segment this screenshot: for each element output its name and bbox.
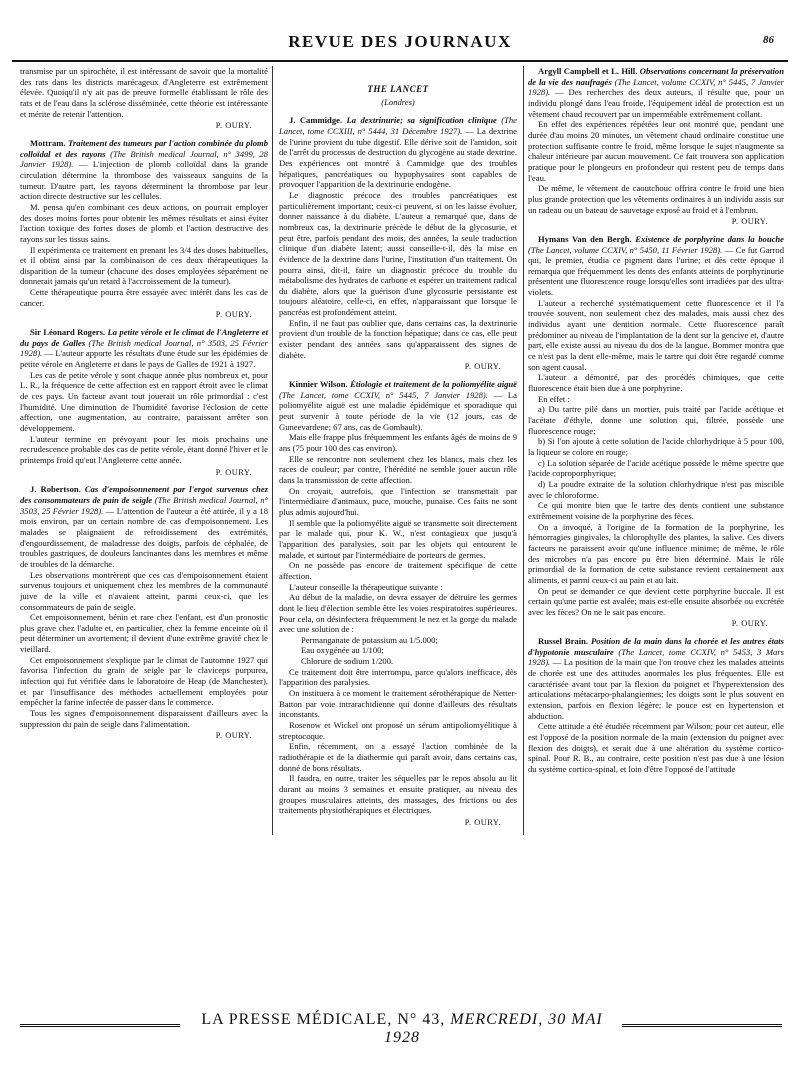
- article-text: — La dextrine de l'urine provient du tube digestif. Elle dérive soit de l'amidon, soit de l'arrêt du processus de destruction du glycogène au stade dextrine. Des expériences ont montré à Cammidge que des troubles hépatiques, pancréatiques ou hypophysaires sont capables de provoquer l'apparition de la dextrinurie endogène.: [279, 125, 517, 190]
- article-title: Cas d'empoisonnement par l'ergot survenus chez des consommateurs de pain de seigle: [20, 484, 268, 505]
- article-paragraph: Cette thérapeutique pourra être essayée avec intérêt dans les cas de cancer.: [20, 287, 268, 308]
- article-reference: (The Lancet, volume CCXIV, n° 5445, 7 Janvier 1928).: [528, 76, 784, 98]
- section-title: THE LANCET: [367, 84, 429, 94]
- formula-line: Permanganate de potassium au 1/5.000;: [301, 634, 438, 645]
- article-title: Étiologie et traitement de la poliomyélite aiguë: [350, 379, 517, 390]
- article-paragraph: On ne possède pas encore de traitement spécifique de cette affection.: [279, 560, 517, 581]
- article-reference: (The Lancet, tome CCXIII, n° 5444, 31 Décembre 1927).: [279, 115, 517, 136]
- page-title: REVUE DES JOURNAUX: [288, 32, 512, 51]
- article-heading: [528, 66, 784, 119]
- list-item: c) La solution séparée de l'acide acétique possède le même spectre que l'acide coproporphyrique;: [528, 457, 784, 479]
- article-text: — Ce fut Garrod qui, le premier, étudia ce pigment dans l'urine; et dès cette époque il remarqua que fréquemment les dents des enfants atteints de porphyrinurie présentent une fluorescence rouge lorsqu'elles sont irradiées par des ultra-violets.: [528, 244, 784, 298]
- article-heading: [20, 484, 268, 569]
- article-signature: P. OURY.: [464, 817, 501, 827]
- article-reference: (The Lancet, tome CCXIV, n° 5445, 7 Janvier 1928).: [279, 389, 488, 400]
- article-paragraph: On peut se demander ce que devient cette porphyrine buccale. Il est certain qu'une partie est avalée; mais est-elle ensuite absorbée ou excrétée avec les fèces? On ne le sait pas encore.: [528, 585, 784, 617]
- article-reference: (The British medical Journal, n° 3503, 25 Février 1928).: [20, 494, 268, 516]
- article-robertson: [20, 484, 268, 742]
- article-heading: [20, 327, 268, 370]
- article-title: Observations concernant la préservation de la vie des naufragés: [528, 66, 784, 87]
- column-right: [528, 66, 784, 775]
- footer-journal: LA PRESSE MÉDICALE, N° 43,: [201, 1011, 446, 1028]
- article-text: — L'injection de plomb colloïdal dans la grande circulation détermine la thrombose des vaisseaux sanguins de la tumeur. D'autre part, les rayons déterminent la thrombose par leur action directe destructive sur les cellules.: [20, 159, 268, 202]
- article-paragraph: Rosenow et Wickel ont proposé un sérum antipoliomyélitique à streptocoque.: [279, 720, 517, 741]
- article-author: Argyll Campbell et L. Hill.: [538, 66, 638, 76]
- article-signature: P. OURY.: [731, 217, 768, 227]
- article-paragraph: Ce qui montre bien que le tartre des dents contient une substance extrêmement voisine de la porphyrine des fèces.: [528, 500, 784, 521]
- article-paragraph: On croyait, autrefois, que l'infection se transmettait par l'intermédiaire d'animaux, puce, mouche, punaise. Ces faits ne sont plus admis aujourd'hui.: [279, 485, 517, 517]
- footer-rule-left: [20, 1024, 180, 1027]
- article-text: — La poliomyélite aiguë est une maladie épidémique et sporadique qui peut survenir à toute période de la vie (12 jours, cas de Guneevardene; 67 ans, cas de Gombault).: [279, 389, 517, 432]
- article-paragraph: En effet des expériences répétées leur ont montré que, pendant une durée d'au moins 20 minutes, un vêtement chaud ordinaire constitue une protection suffisante contre le froid, même lorsque le sujet n'augmente sa chaleur intérieure par aucun mouvement. Ce fait trouvera son application pratique pour le plongeurs en profondeur qui restent peu de temps dans l'eau.: [528, 119, 784, 183]
- article-mottram: [20, 138, 268, 321]
- article-author: Mottram.: [30, 137, 66, 148]
- article-paragraph: De même, le vêtement de caoutchouc offrira contre le froid une bien plus grande protection que les vêtements ordinaires à un individu assis sur un radeau ou un bateau de sauvetage exposé au froid et à l'embrun.: [528, 183, 784, 215]
- article-author: Russel Brain.: [538, 636, 589, 647]
- article-paragraph: L'auteur a recherché systématiquement cette fluorescence et il l'a trouvée souvent, non seulement chez des malades, mais aussi chez des individus ayant une dentition normale. Cette fluorescence paraît prédominer au niveau de l'implantation de la dent sur la gencive et, d'autre part, elle existe aussi au niveau du dos de la langue. Bommer montra que ce n'est pas la dent elle-même, mais le tartre qui doit être regardé comme son agent causal.: [528, 297, 784, 372]
- article-reference: (The Lancet, tome CCXIV, n° 5453, 3 Mars 1928).: [528, 646, 784, 668]
- article-heading: [528, 234, 784, 298]
- article-paragraph: Elle se rencontre non seulement chez les blancs, mais chez les races de couleur; par contre, l'hérédité ne semble jouer aucun rôle dans la transmission de cette affection.: [279, 453, 517, 485]
- article-signature: P. OURY.: [731, 619, 768, 629]
- article-author: J. Robertson.: [30, 484, 81, 495]
- article-brain: [528, 636, 784, 775]
- article-paragraph: L'auteur termine en prévoyant pour les mois prochains une recrudescence probable des cas de petite vérole, étant donné l'hiver et le printemps froid qu'eut l'Angleterre cette année.: [20, 433, 268, 465]
- article-paragraph: Il faudra, en outre, traiter les séquelles par le repos absolu au lit durant au moins 3 semaines et ensuite pratiquer, au niveau des groupes musculaires atteints, des massages, des frictions ou des traitements physiothérapiques et électriques.: [279, 773, 517, 816]
- section-subtitle: (Londres): [381, 96, 415, 107]
- article-rogers: [20, 327, 268, 478]
- article-title: La dextrinurie; sa signification clinique: [346, 115, 497, 126]
- article-paragraph: Les cas de petite vérole y sont chaque année plus nombreux et, pour L. R., la fréquence de cette affection est en rapport étroit avec le climat de ces pays. Un facteur avant tout jouerait un rôle primordial : c'est l'humidité. Une diminution de l'humidité favorise l'éclosion de cette affection, une augmentation, au contraire, paraissant arrêter son développement.: [20, 369, 268, 433]
- page-footer: [190, 1011, 614, 1047]
- article-van-den-bergh: [528, 234, 784, 630]
- article-paragraph: Cet empoisonnement s'explique par le climat de l'automne 1927 qui favorisa l'infection du grain de seigle par le claviceps purpurea, infection qui fut vérifiée dans le laboratoire de Heap (de Manchester), et par l'insuffisance des méthodes actuellement employées pour empêcher la farine infectée de passer dans le commerce.: [20, 654, 268, 708]
- article-wilson: [279, 379, 517, 829]
- article-heading: [279, 115, 517, 190]
- article-author: Sir Léonard Rogers.: [30, 327, 106, 338]
- list-item: a) Du tartre pilé dans un mortier, puis traité par l'acide acétique et l'acétate d'éthyle, donne une solution qui, filtrée, possède une fluorescence rouge;: [528, 404, 784, 436]
- page-header: [12, 26, 788, 60]
- article-heading: [20, 138, 268, 202]
- article-paragraph: On a invoqué, à l'origine de la formation de la porphyrine, les hémorragies gingivales, la chlorophylle des plantes, la salive. Ces divers facteurs ne paraissent avoir qu'une influence minime; de même, le rôle des microbes n'a pas encore pu être bien déterminé. Mais le rôle primordial de la formation de cette substance revient certainement aux aliments, et parmi ceux-ci au pain et au lait.: [528, 521, 784, 585]
- article-campbell-hill: [528, 66, 784, 228]
- article-signature: P. OURY.: [215, 467, 252, 477]
- article-paragraph: Au début de la maladie, on devra essayer de détruire les germes dont le lieu d'élection semble être les voies respiratoires supérieures. Pour cela, on désinfectera fréquemment le nez et la gorge du malade avec une solution de :: [279, 592, 517, 635]
- article-signature: P. OURY.: [464, 362, 501, 372]
- article-heading: [528, 636, 784, 721]
- article-paragraph: En effet :: [538, 393, 570, 404]
- article-text: — L'attention de l'auteur a été attirée, il y a 18 mois environ, par un certain nombre de cas d'empoisonnement. Les malades se plaignaient de refroidissement des extrémités, d'engourdissement, de maladresse des doigts, parfois de céphalée, de troubles gastriques, de douleurs lancinantes dans les membres et même de troubles de la démarche.: [20, 505, 268, 569]
- article-cammidge: [279, 115, 517, 373]
- article-text: — L'auteur apporte les résultats d'une étude sur les épidémies de petite vérole en Angleterre et dans le pays de Galles de 1921 à 1927.: [20, 348, 269, 370]
- list-item: b) Si l'on ajoute à cette solution de l'acide chlorhydrique à 5 pour 100, la liqueur se colore en rouge;: [528, 436, 784, 457]
- article-paragraph: Il expérimenta ce traitement en prenant les 3/4 des doses habituelles, et il obtint ainsi par la combinaison de ces deux thérapeutiques la disparition de la tumeur (chacune des doses employées séparément ne donnerait jamais qu'un retard à l'accroissement de la tumeur).: [20, 244, 268, 287]
- formula-line: Chlorure de sodium 1/200.: [301, 656, 394, 667]
- article-title: Traitement des tumeurs par l'action combinée du plomb colloïdal et des rayons: [20, 137, 269, 159]
- article-signature: P. OURY.: [215, 731, 252, 741]
- header-rule: [12, 60, 788, 62]
- article-paragraph: L'auteur a démontré, par des procédés chimiques, que cette fluorescence était bien due à une porphyrine.: [528, 372, 784, 394]
- article-heading: [279, 379, 517, 432]
- page-number: 86: [763, 34, 774, 46]
- column-middle: [272, 66, 524, 835]
- article-paragraph: Cette attitude a été étudiée récemment par Wilson; pour cet auteur, elle est l'opposé de la position normale de la main (extension du poignet avec flexion des doigts), et serait due à une altération du système cortico-spinal. Pour R. B., au contraire, cette position n'est pas due à une lésion du système cortico-spinal, et loin d'être l'opposé de l'attitude: [528, 721, 784, 774]
- article-paragraph: Les observations montrèrent que ces cas d'empoisonnement étaient survenus toujours et uniquement chez les membres de la communauté juive de la ville et n'avaient atteint, parmi ceux-ci, que les consommateurs de pain de seigle.: [20, 569, 268, 612]
- article-signature: P. OURY.: [215, 121, 252, 131]
- article-title: Position de la main dans la chorée et les autres états d'hypotonie musculaire: [528, 636, 784, 657]
- article-text: — La position de la main que l'on trouve chez les malades atteints de chorée est une des attitudes anormales les plus fréquentes. Elle est caractérisée avant tout par la flexion du poignet et l'hyperextension des articulations métacarpo-phalangiennes; les doigts sont le plus souvent en extension, parfois en flexion légère; le pouce est en hypertension et abduction.: [528, 657, 784, 721]
- article-reference: (The Lancet, volume CCXIV, n° 5450, 11 Février 1928).: [528, 244, 723, 255]
- article-paragraph: Tous les signes d'empoisonnement disparaissent d'ailleurs avec la suppression du pain de seigle dans l'alimentation.: [20, 708, 268, 729]
- article-reference: (The British medical Journal, n° 3503, 25 Février 1928).: [20, 337, 269, 359]
- article-paragraph: M. pensa qu'en combinant ces deux actions, on pourrait employer des doses moins fortes pour obtenir les mêmes résultats et ainsi éviter l'action toxique des fortes doses de plomb et l'action destructive des rayons sur les tissus sains.: [20, 201, 268, 244]
- article-paragraph: Cet empoisonnement, bénin et rare chez l'enfant, est d'un pronostic plus grave chez l'adulte et, en particulier, chez la femme enceinte où il peut déterminer un avortement; il devient d'une extrême gravité chez le vieillard.: [20, 612, 268, 655]
- article-paragraph: Enfin, récemment, on a essayé l'action combinée de la radiothérapie et de la diathermie qui paraît avoir, dans certains cas, donné de bons résultats.: [279, 741, 517, 773]
- article-continuation: transmise par un spirochète, il est intéressant de savoir que la mortalité des rats dans les districts marécageux d'Angleterre est extrêmement élevée. Quoiqu'il n'y ait pas de preuve formelle établissant le rôle des rats et de l'eau dans la sclérose disséminée, cette théorie est intéressante et mérite de retenir l'attention.: [20, 66, 268, 119]
- article-paragraph: Mais elle frappe plus fréquemment les enfants âgés de moins de 9 ans (75 pour 100 des cas environ).: [279, 432, 517, 453]
- article-title: La petite vérole et le climat de l'Angleterre et du pays de Galles: [20, 327, 268, 348]
- article-text: — Des recherches des deux auteurs, il résulte que, pour un individu plongé dans l'eau froide, l'équipement idéal de protection est un vêtement chaud recouvert par un imperméable extrêmement collant.: [528, 87, 784, 119]
- formula-line: Eau oxygénée au 1/100;: [301, 645, 384, 656]
- footer-date: MERCREDI, 30 MAI 1928: [384, 1011, 603, 1046]
- column-left: [20, 66, 268, 748]
- article-paragraph: L'auteur conseille la thérapeutique suivante :: [289, 581, 443, 592]
- article-author: J. Cammidge.: [289, 115, 343, 126]
- article-paragraph: Le diagnostic précoce des troubles pancréatiques est particulièrement important; ceux-ci peuvent, si on les laisse évoluer, donner naissance à du diabète. L'auteur a remarqué que, dans de nombreux cas, la dextrinurie précède le début de la glycosurie, et peut être, parfois pendant des mois, des années, la seule traduction clinique d'un diabète latent; aussi conseille-t-il, dès la mise en évidence de la dextrine dans l'urine, l'institution d'un traitement. On pourra ainsi, dit-il, faire un diagnostic précoce du trouble du métabolisme des hydrates de carbone et espérer un traitement radical du diabète, alors que la guérison d'une glycosurie persistante est toujours aléatoire, celle-ci, en effet, n'apparaissant que lorsque le pancréas est profondément atteint.: [279, 189, 517, 318]
- list-item: d) La poudre extraite de la solution chlorhydrique n'est pas miscible avec le chloroforme.: [528, 478, 784, 500]
- article-author: Hymans Van den Bergh.: [538, 233, 632, 244]
- article-paragraph: Il semble que la poliomyélite aiguë se transmette soit directement par le malade qui, pour K. W., n'est contagieux que jusqu'à l'apparition des paralysies, soit par les objets qui entourent le malade, et surtout par l'intermédiaire de porteurs de germes.: [279, 517, 517, 560]
- article-title: Existence de porphyrine dans la bouche: [635, 233, 785, 244]
- article-reference: (The British medical Journal, n° 3499, 28 Janvier 1928).: [20, 148, 268, 170]
- article-paragraph: Enfin, il ne faut pas oublier que, dans certains cas, la dextrinurie provient d'un trouble de la fonction hépatique; dans ce cas, elle peut exister pendant des années sans qu'apparaissent des signes de diabète.: [279, 317, 517, 360]
- article-author: Kinnier Wilson.: [289, 379, 348, 390]
- article-paragraph: Ce traitement doit être interrompu, parce qu'alors inefficace, dès l'apparition des paralysies.: [279, 666, 517, 688]
- article-signature: P. OURY.: [215, 310, 252, 320]
- footer-rule-right: [622, 1024, 782, 1027]
- article-paragraph: On instituera à ce moment le traitement sérothérapique de Netter-Batton par voie intrarachidienne qui donne d'ailleurs des résultats inconstants.: [279, 688, 517, 720]
